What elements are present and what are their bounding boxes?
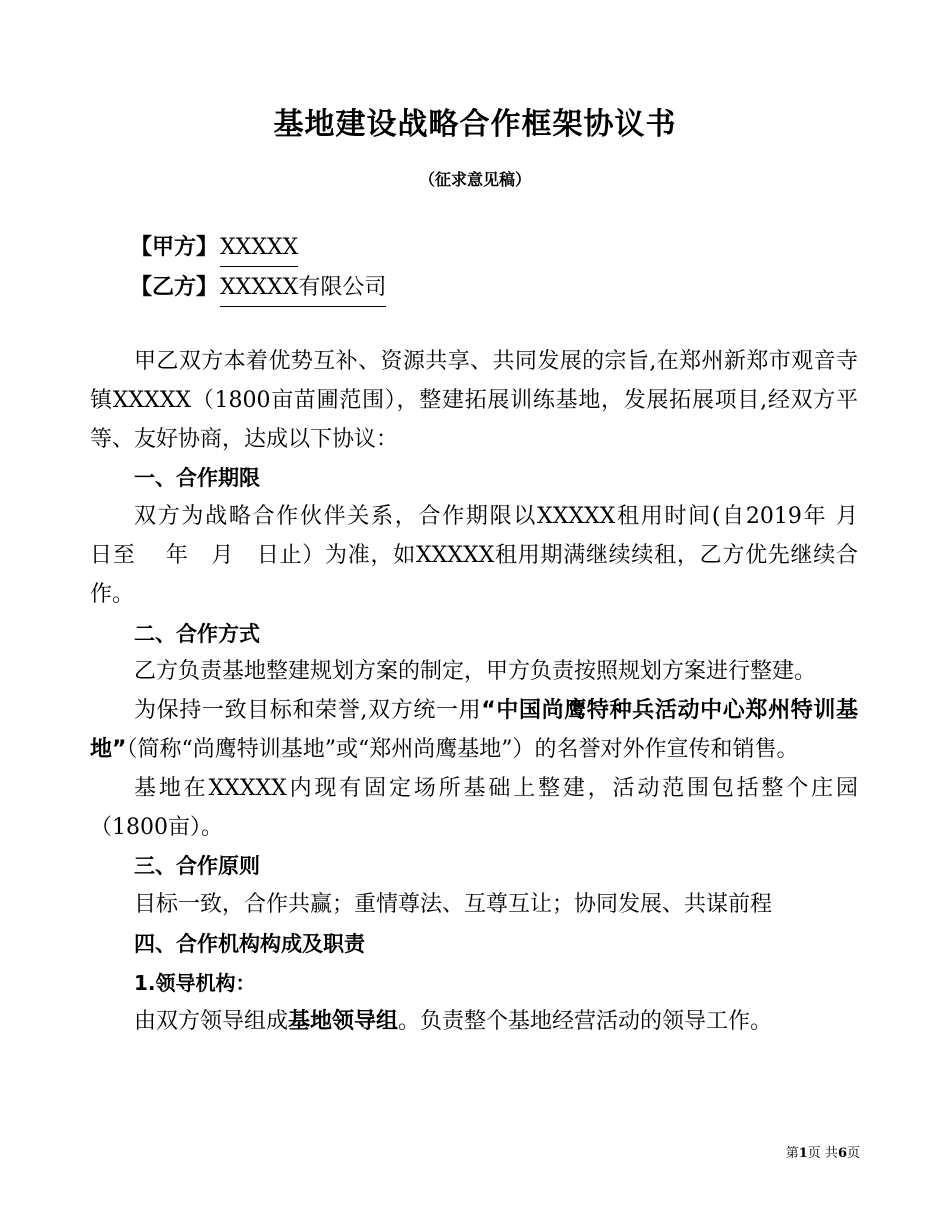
party-b-label: 【乙方】 xyxy=(130,275,219,300)
section-2-paragraph-2 xyxy=(90,692,858,770)
footer-page-number: 1 xyxy=(798,1146,808,1161)
section-2-paragraph-3: 基地在XXXXX内现有固定场所基础上整建，活动范围包括整个庄园（1800亩）。 xyxy=(90,775,858,840)
party-b xyxy=(130,272,386,307)
party-a-value: XXXXX xyxy=(220,232,298,267)
section-2-heading: 二、合作方式 xyxy=(134,621,260,646)
intro-paragraph: 甲乙双方本着优势互补、资源共享、共同发展的宗旨,在郑州新郑市观音寺镇XXXXX（1800亩苗圃范围），整建拓展训练基地，发展拓展项目,经双方平等、友好协商，达成以下协议： xyxy=(90,349,858,452)
section-1-paragraph: 双方为战略合作伙伴关系，合作期限以XXXXX租用时间(自2019年 月 日至 年 月 日止）为准，如XXXXX租用期满继续续租，乙方优先继续合作。 xyxy=(90,504,887,607)
base-name-bold: “中国尚鹰特种兵活动中心郑州特训基地” xyxy=(90,698,858,762)
section-4-sub-1-text: 由双方领导组成 xyxy=(134,1008,289,1034)
section-4-sub-1-tail: 。负责整个基地经营活动的领导工作。 xyxy=(398,1008,773,1034)
footer-total-pages: 6 xyxy=(837,1146,847,1161)
section-2-paragraph-2-text: 为保持一致目标和荣誉,双方统一用 xyxy=(134,698,482,724)
party-b-value: XXXXX有限公司 xyxy=(220,272,386,307)
section-4-sub-1-paragraph xyxy=(90,1003,858,1042)
footer-prefix: 第 xyxy=(785,1146,799,1161)
section-3-heading: 三、合作原则 xyxy=(134,854,260,879)
section-4-heading: 四、合作机构构成及职责 xyxy=(134,931,365,956)
leadership-group-bold: 基地领导组 xyxy=(288,1008,399,1034)
section-2-paragraph-1: 乙方负责基地整建规划方案的制定，甲方负责按照规划方案进行整建。 xyxy=(134,659,817,685)
document-subtitle: （征求意见稿） xyxy=(418,170,531,189)
section-2-paragraph-2-tail: （简称“尚鹰特训基地”或“郑州尚鹰基地”）的名誉对外作宣传和销售。 xyxy=(126,736,799,762)
section-4-sub-1-heading: 1.领导机构： xyxy=(134,970,256,995)
footer-suffix: 页 xyxy=(846,1146,860,1161)
party-a-label: 【甲方】 xyxy=(130,235,219,260)
footer-middle: 页 共 xyxy=(807,1146,838,1161)
section-3-paragraph: 目标一致，合作共赢；重情尊法、互尊互让；协同发展、共谋前程 xyxy=(134,892,773,918)
document-body xyxy=(90,343,887,1041)
section-1-heading: 一、合作期限 xyxy=(134,466,260,491)
party-a xyxy=(130,232,298,267)
page-footer xyxy=(786,1145,860,1163)
document-title: 基地建设战略合作框架协议书 xyxy=(273,107,677,142)
